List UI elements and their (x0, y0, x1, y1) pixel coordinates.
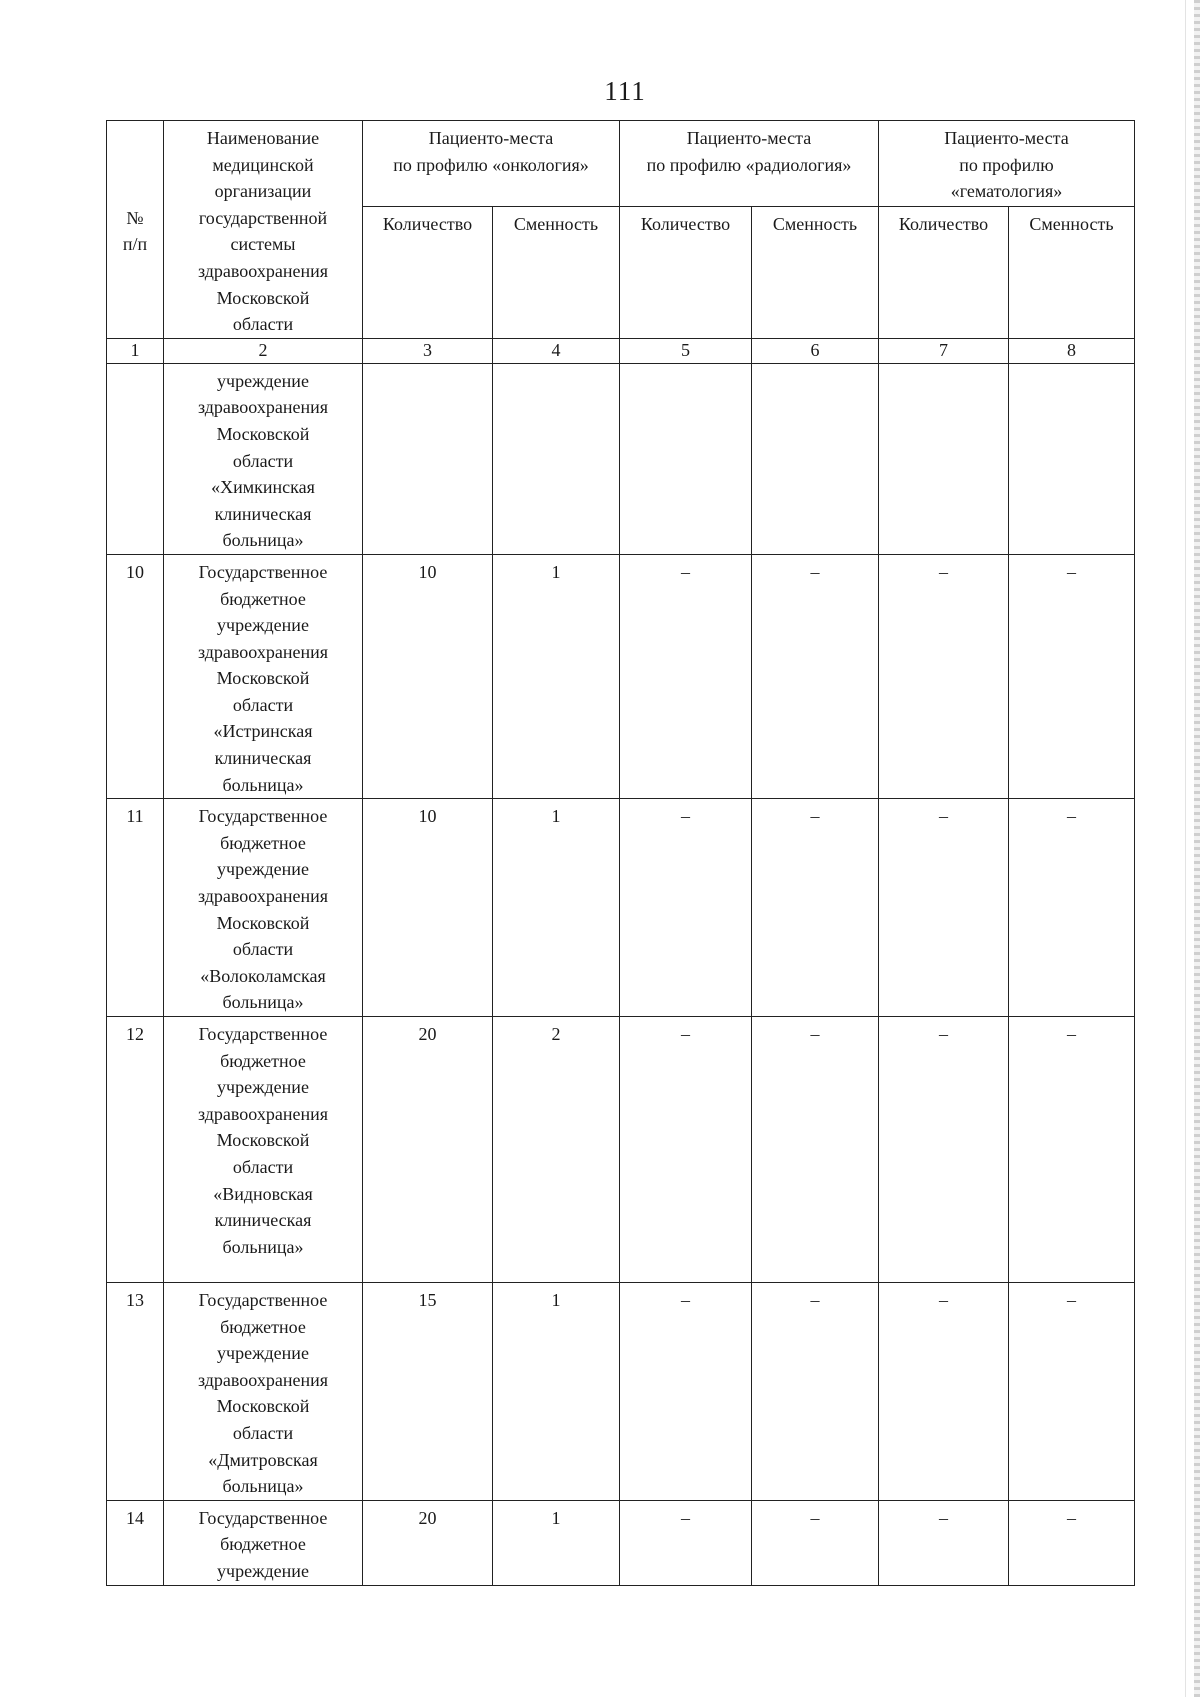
row-number (107, 363, 164, 554)
table-row (107, 1283, 1135, 1501)
organization-name-line: области (232, 939, 294, 960)
oncology-quantity-cell: 10 (363, 554, 493, 798)
hematology-shift-cell: – (1009, 799, 1135, 1017)
organization-name-line: Московской (216, 1396, 310, 1417)
hematology-shift-cell: – (1009, 554, 1135, 798)
organization-name-line: больница» (222, 530, 304, 551)
organization-name-line: «Истринская (213, 721, 313, 742)
organization-name-line: больница» (222, 1476, 304, 1497)
column-number: 7 (879, 338, 1009, 363)
organization-name-line: Государственное (198, 1507, 328, 1528)
row-number: 10 (107, 554, 164, 798)
page-number: 111 (604, 76, 646, 106)
header-oncology-shift: Сменность (493, 206, 620, 338)
radiology-quantity-cell: – (620, 1283, 752, 1501)
radiology-shift-cell (752, 363, 879, 554)
column-number: 1 (107, 338, 164, 363)
scan-edge (1194, 0, 1200, 1697)
organization-name (164, 1283, 363, 1501)
oncology-shift-cell: 1 (493, 1283, 620, 1501)
oncology-shift-cell: 1 (493, 554, 620, 798)
organization-name-line: больница» (222, 1236, 304, 1257)
oncology-quantity-cell (363, 363, 493, 554)
organization-name-line: здравоохранения (197, 886, 329, 907)
header-radiology-shift: Сменность (752, 206, 879, 338)
hematology-quantity-cell: – (879, 1500, 1009, 1585)
organization-name-line: «Дмитровская (208, 1449, 318, 1470)
column-number: 8 (1009, 338, 1135, 363)
header-oncology: Пациенто-места по профилю «онкология» (363, 121, 620, 207)
radiology-shift-cell: – (752, 1017, 879, 1283)
organization-name-line: клиническая (214, 503, 312, 524)
organization-name-line: клиническая (214, 748, 312, 769)
oncology-shift-cell: 2 (493, 1017, 620, 1283)
organization-name-line: Московской (216, 423, 310, 444)
organization-name-line: «Волоколамская (200, 965, 326, 986)
organization-name-line: клиническая (214, 1210, 312, 1231)
organization-name-line: учреждение (217, 615, 309, 636)
organization-name-line: Государственное (198, 1024, 328, 1044)
radiology-quantity-cell: – (620, 799, 752, 1017)
radiology-quantity-cell: – (620, 1017, 752, 1283)
hematology-shift-cell (1009, 363, 1135, 554)
column-number: 6 (752, 338, 879, 363)
organization-name-line: бюджетное (220, 1316, 306, 1337)
organization-name-line: бюджетное (220, 1534, 306, 1555)
header-radiology: Пациенто-места по профилю «радиология» (620, 121, 879, 207)
column-number: 3 (363, 338, 493, 363)
table-row (107, 799, 1135, 1017)
header-hematology-quantity: Количество (879, 206, 1009, 338)
organization-name-line: здравоохранения (197, 397, 329, 418)
header-hematology-shift: Сменность (1009, 206, 1135, 338)
column-number-row (107, 338, 1135, 363)
header-number: № п/п (107, 121, 164, 339)
radiology-shift-cell: – (752, 1500, 879, 1585)
row-number: 13 (107, 1283, 164, 1501)
organization-name-line: больница» (222, 774, 304, 795)
organization-name-line: Государственное (198, 561, 328, 582)
organization-name-line: здравоохранения (197, 641, 329, 662)
table-row (107, 1017, 1135, 1283)
organization-name-line: учреждение (217, 1343, 309, 1364)
organization-name-line: учреждение (217, 370, 309, 391)
oncology-quantity-cell: 20 (363, 1017, 493, 1283)
column-number: 5 (620, 338, 752, 363)
header-hematology: Пациенто-места по профилю «гематология» (879, 121, 1135, 207)
table-row (107, 1500, 1135, 1585)
radiology-shift-cell: – (752, 799, 879, 1017)
table-row (107, 554, 1135, 798)
hematology-quantity-cell: – (879, 1283, 1009, 1501)
patient-places-table (106, 120, 1135, 1586)
hematology-quantity-cell: – (879, 1017, 1009, 1283)
organization-name-line: учреждение (217, 1077, 309, 1098)
organization-name-line: больница» (222, 992, 304, 1013)
organization-name-line: области (232, 450, 294, 471)
organization-name-line: бюджетное (220, 1050, 306, 1071)
organization-name-line: бюджетное (220, 588, 306, 609)
hematology-shift-cell: – (1009, 1283, 1135, 1501)
table-row (107, 363, 1135, 554)
oncology-quantity-cell: 15 (363, 1283, 493, 1501)
organization-name-line: «Видновская (213, 1183, 313, 1204)
organization-name-line: Государственное (198, 1290, 328, 1310)
header-oncology-quantity: Количество (363, 206, 493, 338)
hematology-shift-cell: – (1009, 1500, 1135, 1585)
organization-name-line: Государственное (198, 806, 328, 827)
organization-name (164, 1500, 363, 1585)
organization-name-line: области (232, 1156, 294, 1177)
radiology-quantity-cell: – (620, 1500, 752, 1585)
row-number: 14 (107, 1500, 164, 1585)
oncology-shift-cell (493, 363, 620, 554)
oncology-quantity-cell: 20 (363, 1500, 493, 1585)
radiology-shift-cell: – (752, 1283, 879, 1501)
organization-name-line: области (232, 694, 294, 715)
hematology-quantity-cell: – (879, 799, 1009, 1017)
organization-name-line: учреждение (217, 859, 309, 880)
organization-name-line: здравоохранения (197, 1369, 329, 1390)
organization-name-line: Московской (216, 668, 310, 689)
header-radiology-quantity: Количество (620, 206, 752, 338)
column-number: 4 (493, 338, 620, 363)
hematology-shift-cell: – (1009, 1017, 1135, 1283)
organization-name-line: Московской (216, 1130, 310, 1151)
organization-name-line: бюджетное (220, 832, 306, 853)
organization-name (164, 799, 363, 1017)
header-organization: Наименование медицинской организации государственной системы здравоохранения Московской области (164, 121, 363, 339)
radiology-quantity-cell: – (620, 554, 752, 798)
scan-shadow (1185, 0, 1186, 1697)
radiology-shift-cell: – (752, 554, 879, 798)
row-number: 12 (107, 1017, 164, 1283)
organization-name-line: Московской (216, 912, 310, 933)
oncology-shift-cell: 1 (493, 799, 620, 1017)
organization-name-line: «Химкинская (211, 477, 315, 498)
organization-name-line: учреждение (217, 1560, 309, 1581)
oncology-shift-cell: 1 (493, 1500, 620, 1585)
radiology-quantity-cell (620, 363, 752, 554)
organization-name-line: области (232, 1422, 294, 1443)
oncology-quantity-cell: 10 (363, 799, 493, 1017)
hematology-quantity-cell (879, 363, 1009, 554)
organization-name (164, 554, 363, 798)
organization-name (164, 1017, 363, 1283)
column-number: 2 (164, 338, 363, 363)
organization-name (164, 363, 363, 554)
row-number: 11 (107, 799, 164, 1017)
organization-name-line: здравоохранения (197, 1103, 329, 1124)
hematology-quantity-cell: – (879, 554, 1009, 798)
